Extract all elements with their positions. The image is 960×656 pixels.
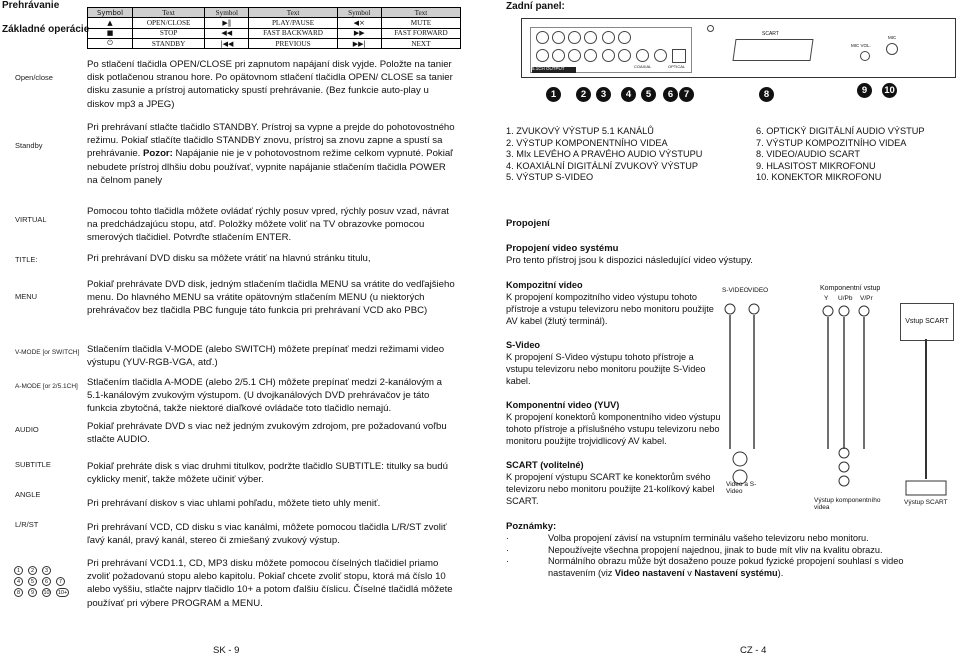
numeric-key: 5: [28, 577, 37, 586]
jack: [552, 31, 565, 44]
section-heading: Základné operácie: [2, 24, 90, 35]
page-number-right: CZ - 4: [740, 645, 767, 656]
ground-screw: [707, 25, 714, 32]
jack: [536, 31, 549, 44]
table-row: [88, 38, 461, 48]
scart-text: K propojení výstupu SCART ke konektorům svého televizoru nebo monitoru použijte 21-kolíkový kabel SCART.: [506, 472, 715, 506]
table-cell: STANDBY: [133, 38, 205, 48]
table-cell: FAST BACKWARD: [249, 28, 337, 38]
panel-number-4: 4: [621, 87, 636, 102]
note-text: Volba propojení závisí na vstupním terminálu vašeho televizoru nebo monitoru.: [548, 533, 869, 543]
numeric-key: 4: [14, 577, 23, 586]
optical-port: [672, 49, 686, 63]
previous-icon: |◀◀: [205, 38, 249, 48]
standby-warning-text: Napájanie nie je v pohotovostnom režime celkom vypnuté. Pokiaľ nebudete prístroj dlhšiu dobu používať, vypnite napájanie stlačením tlačidla POWER na čelnom panely: [87, 148, 453, 186]
legend-item: 8. VIDEO/AUDIO SCART: [756, 149, 860, 160]
play-pause-icon: ▶‖: [205, 18, 249, 28]
diagram-upb-label: U/Pb: [838, 295, 853, 302]
numeric-key: 9: [28, 588, 37, 597]
legend-item: 7. VÝSTUP KOMPOZITNÍHO VIDEA: [756, 137, 907, 148]
note-text-part: Normálního obrazu může být dosaženo pouze pokud fyzické propojení souhlasí s video nastavením (viz: [548, 556, 904, 578]
paragraph-audio: Pokiaľ prehrávate DVD s viac než jedným zvukovým zdrojom, pre požadovanú voľbu stlačte AUDIO.: [87, 421, 447, 446]
svideo-section: [506, 339, 716, 387]
numeric-key: 10: [43, 590, 50, 596]
symbol-table-header: [88, 8, 461, 18]
scart-label: SCART: [762, 31, 779, 37]
next-icon: ▶▶|: [337, 38, 381, 48]
table-cell: PLAY/PAUSE: [249, 18, 337, 28]
numeric-key: 7: [56, 577, 65, 586]
panel-number-9: 9: [857, 83, 872, 98]
paragraph-subtitle: Pokiaľ prehráte disk s viac druhmi titulkov, podržte tlačidlo SUBTITLE: titulky sa budú cyklicky meniť, takže môžete učiniť výber.: [87, 461, 448, 486]
note-bold-part: Nastavení systému: [694, 567, 778, 578]
jack: [618, 49, 631, 62]
mic-volume-knob: [860, 51, 870, 61]
fast-forward-icon: ▶▶: [337, 28, 381, 38]
jack: [602, 49, 615, 62]
diagram-vpr-label: V/Pr: [860, 295, 873, 302]
diagram-video-svideo-label: Video a S-Video: [726, 481, 757, 495]
scart-section: [506, 459, 716, 507]
label-subtitle: SUBTITLE: [15, 460, 51, 469]
jack: [536, 49, 549, 62]
table-cell: NEXT: [381, 38, 460, 48]
numeric-key: 8: [14, 588, 23, 597]
note-item: · Normálního obrazu může být dosaženo pouze pokud fyzické propojení souhlasí s video nastavením (viz Video nastavení v Nastavení systému).: [506, 556, 946, 579]
label-title: TITLE:: [15, 255, 38, 264]
jack: [618, 31, 631, 44]
paragraph-open-close: Po stlačení tlačidla OPEN/CLOSE pri zapnutom napájaní disk vyjde. Položte na tanier disk potlačenou stranou hore. Po opätovnom stlačení tlačidla OPEN/ CLOSE sa tanier disku zasunie a prístroj automaticky spustí prehrávanie. (Bez funkcie auto-play u diskov mp3 a JPEG): [87, 59, 453, 110]
svideo-title: S-Video: [506, 340, 541, 350]
notes-list: [506, 533, 946, 579]
jack: [584, 49, 597, 62]
jack: [568, 49, 581, 62]
numeric-key: 10+: [57, 590, 68, 596]
legend-item: 3. MIx LEVÉHO A PRAVÉHO AUDIO VÝSTUPU: [506, 149, 703, 160]
table-header-cell: Text: [133, 8, 205, 18]
coaxial-label: COAXIAL: [634, 64, 652, 69]
table-header-cell: Text: [249, 8, 337, 18]
panel-number-3: 3: [596, 87, 611, 102]
note-text: Nepoužívejte všechna propojení najednou, jinak to bude mít vliv na kvalitu obrazu.: [548, 544, 883, 555]
component-video-section: [506, 399, 724, 447]
note-text-part: ).: [777, 567, 784, 578]
scart-title: SCART (volitelné): [506, 460, 584, 470]
diagram-component-output-label: Výstup komponentního videa: [814, 497, 881, 511]
optical-label: OPTICAL: [668, 64, 686, 69]
jack: [552, 49, 565, 62]
symbol-table: [87, 7, 461, 49]
legend-item: 1. ZVUKOVÝ VÝSTUP 5.1 KANÁLŮ: [506, 126, 654, 136]
standby-text: Pri prehrávaní stlačte tlačidlo STANDBY. Prístroj sa vypne a prejde do pohotovostného režimu. Pokiaľ stlačíte tlačidlo STANDBY znovu, prístroj sa znovu zapne a spustí sa prehrávanie.: [87, 122, 455, 160]
paragraph-a-mode: Stlačením tlačidla A-MODE (alebo 2/5.1 CH) môžete prepínať medzi 2-kanálovým a 5.1-kanálovým zvukovým výstupom. (U dvojkanálových DVD prehrávačov je táto funkcia zbytočná, takže niektoré diaľkové ovládače toto tlačidlo nemajú.: [87, 377, 442, 415]
jack: [602, 31, 615, 44]
mic-label: MIC: [888, 35, 897, 40]
panel-number-1: 1: [546, 87, 561, 102]
table-row: [88, 28, 461, 38]
cable-lines: [720, 299, 956, 511]
panel-number-2: 2: [576, 87, 591, 102]
label-v-mode: V-MODE [or SWITCH]: [15, 349, 80, 356]
composite-video-text: K propojení kompozitního video výstupu tohoto přístroje a vstupu televizoru nebo monitoru použijte AV kabel (žlutý terminál).: [506, 292, 714, 326]
channel-output-label: 5.1CH OUTPUT: [532, 66, 565, 71]
connector-legend-right: [756, 126, 956, 184]
label-lrst: L/R/ST: [15, 520, 39, 529]
eject-icon: ▲: [88, 18, 133, 28]
legend-item: 2. VÝSTUP KOMPONENTNÍHO VIDEA: [506, 137, 668, 148]
panel-number-10: 10: [882, 83, 897, 98]
label-virtual: VIRTUAL: [15, 215, 47, 224]
power-icon: ⏻: [88, 38, 133, 48]
jack: [636, 49, 649, 62]
connection-heading: Propojení: [506, 218, 550, 229]
panel-number-8: 8: [759, 87, 774, 102]
label-standby: Standby: [15, 141, 43, 150]
notes-heading: Poznámky:: [506, 521, 557, 532]
jack: [654, 49, 667, 62]
table-row: [88, 18, 461, 28]
panel-number-6: 6: [663, 87, 678, 102]
scart-input-box: Vstup SCART: [900, 303, 954, 341]
connection-diagram: [720, 285, 956, 515]
component-video-text: K propojení konektorů komponentního video výstupu tohoto přístroje a příslušného vstupu televizoru nebo monitoru použijte trojvidlicový AV kabel.: [506, 412, 721, 446]
rear-panel-diagram: [521, 18, 956, 78]
paragraph-numeric: Pri prehrávaní VCD1.1, CD, MP3 disku môžete pomocou číselných tlačidiel priamo zvoliť požadovanú stopu alebo kapitolu. Pokiaľ chcete zvoliť stopu, ktorá má číslo 10 alebo vyššiu, stlačte najprv tlačidlo 10+ a potom ďalšiu číslicu. Číselné tlačidlá môžete používať pri výbere PROGRAM a MENU.: [87, 558, 453, 609]
legend-item: 10. KONEKTOR MIKROFONU: [756, 172, 882, 183]
paragraph-v-mode: Stlačením tlačidla V-MODE (alebo SWITCH) môžete prepínať medzi režimami video výstupu (YUV-RGB-VGA, atď.): [87, 344, 445, 369]
standby-warning-label: Pozor:: [143, 148, 173, 160]
diagram-scart-output-label: Výstup SCART: [904, 499, 948, 506]
table-cell: FAST FORWARD: [381, 28, 460, 38]
connector-legend-left: [506, 126, 746, 184]
composite-video-title: Kompozitní video: [506, 280, 583, 290]
paragraph-standby: [87, 121, 457, 187]
jack: [568, 31, 581, 44]
numeric-keypad-illustration: [14, 566, 70, 596]
table-cell: OPEN/CLOSE: [133, 18, 205, 28]
diagram-video-label: VIDEO: [748, 287, 769, 294]
svideo-text: K propojení S-Video výstupu tohoto přístroje a vstupu televizoru nebo monitoru použijte S-Video kabel.: [506, 352, 706, 386]
panel-number-5: 5: [641, 87, 656, 102]
mute-icon: ◀×: [337, 18, 381, 28]
rear-panel-heading: Zadní panel:: [506, 1, 565, 12]
fast-backward-icon: ◀◀: [205, 28, 249, 38]
label-a-mode: A-MODE [or 2/5.1CH]: [15, 383, 78, 390]
table-header-cell: Symbol: [88, 8, 133, 18]
scart-connector: [732, 39, 813, 61]
mic-jack: [886, 43, 898, 55]
paragraph-title: Pri prehrávaní DVD disku sa môžete vrátiť na hlavnú stránku titulu,: [87, 253, 371, 264]
note-item: · Nepoužívejte všechna propojení najednou, jinak to bude mít vliv na kvalitu obrazu.: [506, 544, 883, 555]
paragraph-lrst: Pri prehrávaní VCD, CD disku s viac kanálmi, môžete pomocou tlačidla L/R/ST zvoliť ľavý kanál, pravý kanál, stereo či zmiešaný zvukový výstup.: [87, 522, 447, 547]
diagram-component-title: Komponentní vstup: [820, 285, 881, 292]
jack: [584, 31, 597, 44]
video-system-text: Pro tento přístroj jsou k dispozici následující video výstupy.: [506, 255, 753, 266]
paragraph-virtual: Pomocou tohto tlačidla môžete ovládať rýchly posuv vpred, rýchly posuv vzad, návrat na predchádzajúcu stopu, atď. Položky môžete voliť na TV obrazovke pomocou smerových tlačidiel. Potvrďte stlačením ENTER.: [87, 206, 449, 244]
label-audio: AUDIO: [15, 425, 39, 434]
table-header-cell: Symbol: [337, 8, 381, 18]
legend-item: 6. OPTICKÝ DIGITÁLNÍ AUDIO VÝSTUP: [756, 126, 925, 136]
numeric-key: 6: [42, 577, 51, 586]
table-header-cell: Text: [381, 8, 460, 18]
numeric-key: 3: [42, 566, 51, 575]
diagram-svideo-label: S-VIDEO: [722, 287, 749, 294]
component-video-title: Komponentní video (YUV): [506, 400, 620, 410]
mic-volume-label: MIC VOL.: [851, 43, 871, 48]
video-system-heading: Propojení video systému: [506, 243, 619, 254]
note-bold-part: Video nastavení: [614, 567, 685, 578]
stop-icon: ■: [88, 28, 133, 38]
legend-item: 9. HLASITOST MIKROFONU: [756, 160, 876, 171]
note-text: [548, 556, 946, 579]
numeric-key: 1: [14, 566, 23, 575]
panel-number-7: 7: [679, 87, 694, 102]
paragraph-angle: Pri prehrávaní diskov s viac uhlami pohľadu, môžete tieto uhly meniť.: [87, 498, 381, 509]
paragraph-menu: Pokiaľ prehrávate DVD disk, jedným stlačením tlačidla MENU sa vrátite do vedľajšieho menu. Do hlavného MENU sa vrátite opätovným stlačením MENU (u niektorých prehrávačov bez tlačidla PBC funguje táto funkcia pri prehrávaní VCD ako PBC): [87, 279, 455, 317]
diagram-y-label: Y: [824, 295, 829, 302]
note-item: · Volba propojení závisí na vstupním terminálu vašeho televizoru nebo monitoru.: [506, 533, 869, 543]
table-header-cell: Symbol: [205, 8, 249, 18]
composite-video-section: [506, 279, 716, 327]
legend-item: 5. VÝSTUP S-VIDEO: [506, 172, 594, 183]
legend-item: 4. KOAXIÁLNÍ DIGITÁLNÍ ZVUKOVÝ VÝSTUP: [506, 160, 698, 171]
table-cell: STOP: [133, 28, 205, 38]
label-angle: ANGLE: [15, 490, 41, 499]
label-open-close: Open/close: [15, 73, 53, 82]
page-heading: Prehrávanie: [2, 0, 60, 11]
note-text-part: v: [684, 567, 695, 578]
numeric-key: 2: [28, 566, 37, 575]
label-menu: MENU: [15, 292, 38, 301]
page-number-left: SK - 9: [213, 645, 240, 656]
table-cell: MUTE: [381, 18, 460, 28]
table-cell: PREVIOUS: [249, 38, 337, 48]
